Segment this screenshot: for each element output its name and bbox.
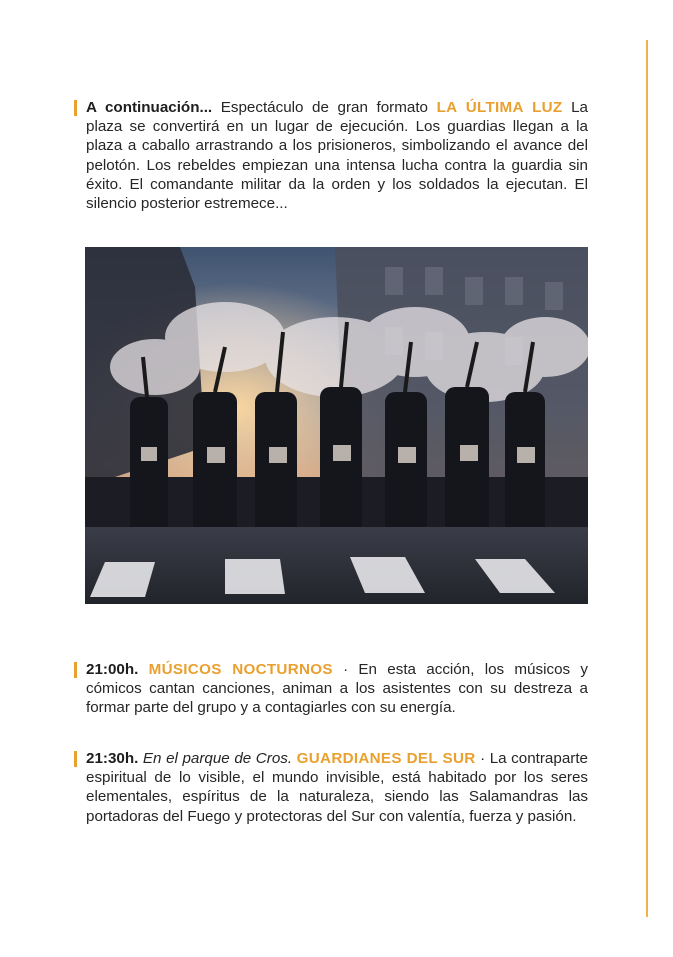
paragraph-musicos-nocturnos: [86, 660, 588, 718]
paragraph-marker: [74, 100, 77, 116]
event-time: 21:30h.: [86, 750, 139, 767]
event-place: En el parque de Cros.: [142, 750, 293, 767]
paragraph-marker: [74, 662, 77, 678]
event-title: GUARDIANES DEL SUR: [296, 750, 476, 767]
paragraph-text: · La contraparte espiritual de lo visible, el mundo invisible, está habitado por los seres elementales, espíritus de la naturaleza, siendo las Salamandras las portadoras del Fuego y protectoras del Sur con valentía, fuerza y pasión.: [86, 750, 588, 825]
margin-rule: [646, 40, 648, 917]
paragraph-text: · En esta acción, los músicos y cómicos cantan canciones, animan a los asistentes con su destreza a formar parte del grupo y a contagiarles con su energía.: [86, 661, 588, 717]
paragraph-la-ultima-luz: [86, 98, 588, 213]
paragraph-marker: [74, 751, 77, 767]
paragraph-text: La plaza se convertirá en un lugar de ejecución. Los guardias llegan a la plaza a caballo arrastrando a los prisioneros, simbolizando el avance del pelotón. Los rebeldes empiezan una intensa lucha contra la guardia sin éxito. El comandante militar da la orden y los soldados la ejecutan. El silencio posterior estremece...: [86, 99, 588, 213]
paragraph-lead: A continuación...: [86, 99, 213, 116]
firing-squad-photo: [85, 247, 588, 604]
show-title: LA ÚLTIMA LUZ: [436, 99, 563, 116]
paragraph-text-before: Espectáculo de gran formato: [212, 99, 437, 116]
paragraph-guardianes-del-sur: [86, 749, 588, 826]
event-time: 21:00h.: [86, 661, 139, 678]
event-title: MÚSICOS NOCTURNOS: [148, 661, 333, 678]
